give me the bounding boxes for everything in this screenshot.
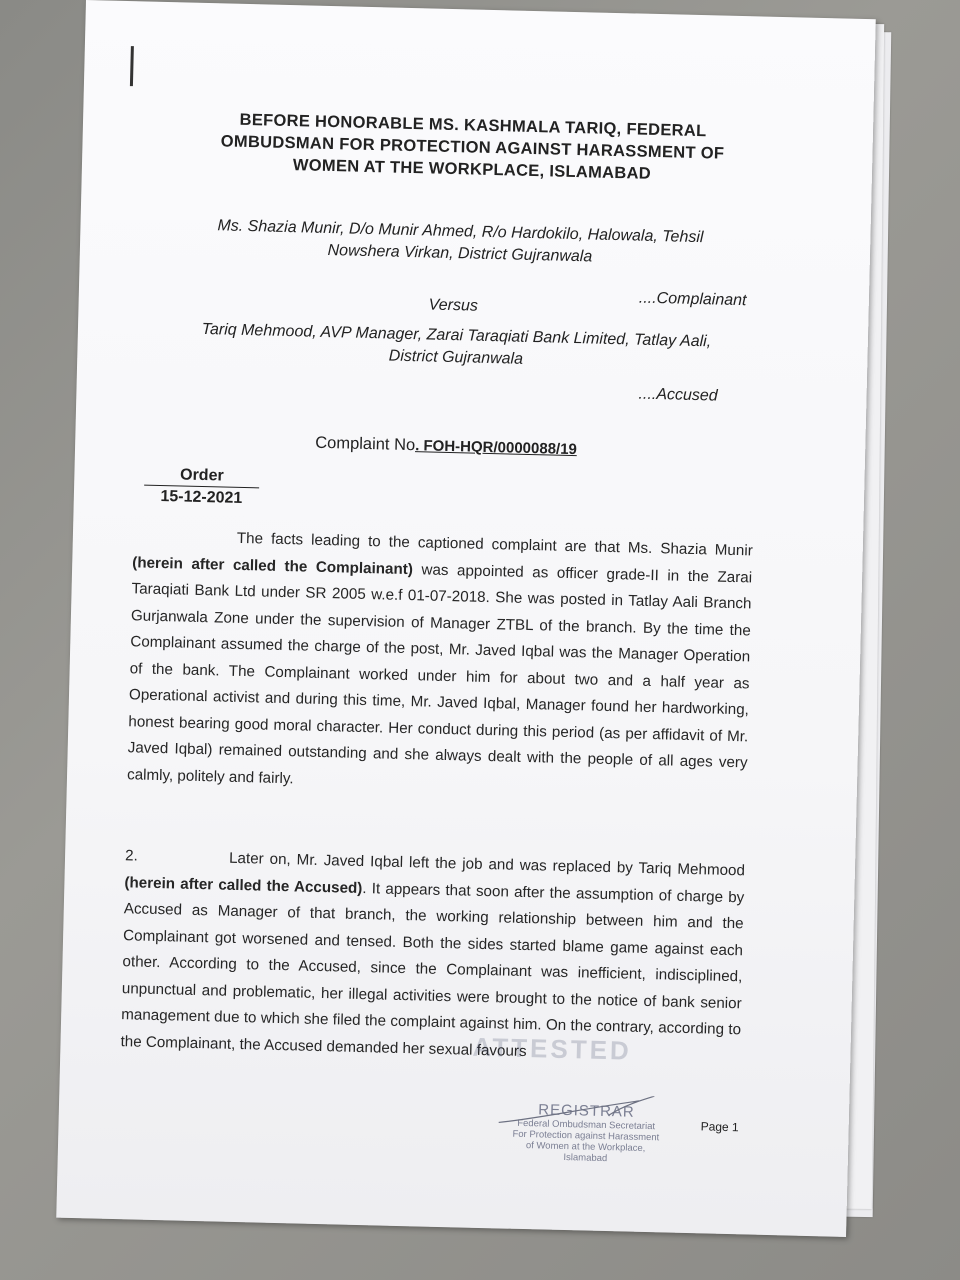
accused-role: ....Accused	[638, 385, 718, 405]
page-number: Page 1	[700, 1119, 739, 1135]
heading-line: OMBUDSMAN FOR PROTECTION AGAINST HARASSMENT OF	[220, 132, 725, 163]
para2-text-a: Later on, Mr. Javed Iqbal left the job and was replaced by Tariq Mehmood	[228, 849, 746, 880]
signature-icon	[488, 1092, 664, 1136]
complainant-line-1: Ms. Shazia Munir, D/o Munir Ahmed, R/o Hardokilo, Halowala, Tehsil	[217, 217, 704, 247]
attested-stamp: ATTESTED	[472, 1031, 633, 1066]
margin-mark	[130, 46, 134, 86]
order-date: 15-12-2021	[160, 487, 243, 507]
complainant-role: ....Complainant	[638, 289, 747, 310]
order-block	[144, 464, 260, 510]
stamp-line: Islamabad	[563, 1152, 608, 1165]
order-title: Order	[144, 464, 260, 489]
complainant-details	[180, 214, 741, 272]
complainant-line-2: Nowshera Virkan, District Gujranwala	[327, 241, 593, 266]
heading-line: WOMEN AT THE WORKPLACE, ISLAMABAD	[292, 156, 652, 183]
para2-bold: (herein after called the Accused)	[124, 873, 363, 897]
para2-number: 2.	[124, 847, 138, 865]
accused-line-2: District Gujranwala	[388, 347, 524, 368]
accused-details	[163, 318, 749, 376]
paragraph-1	[127, 523, 753, 803]
complaint-label: Complaint No	[315, 433, 416, 455]
paragraph-2	[120, 843, 745, 1070]
complaint-number	[315, 434, 577, 459]
stamp-title: REGISTRAR	[538, 1101, 635, 1121]
stamp-line: of Women at the Workplace,	[525, 1140, 646, 1155]
heading-line: BEFORE HONORABLE MS. KASHMALA TARIQ, FEDERAL	[239, 110, 707, 141]
accused-line-1: Tariq Mehmood, AVP Manager, Zarai Taraqiati Bank Limited, Tatlay Aali,	[201, 320, 712, 351]
complaint-no-value: . FOH-HQR/0000088/19	[414, 437, 578, 459]
para1-text-a: The facts leading to the captioned complaint are that Ms. Shazia Munir	[236, 529, 753, 560]
para1-text-c: was appointed as officer grade-II in the Zarai Taraqiati Bank Ltd under SR 2005 w.e.f 01-07-2018. She was posted in Tatlay Aali Branch Gurjanwala Zone under the supervision of Manager ZTBL of the branch. By the time the Complainant assumed the charge of the post, Mr. Javed Iqbal was the Manager Operation of the bank. The Complainant worked under him for about two and a half year as Operational activist and during this time, Mr. Javed Iqbal, Manager found her hardworking, honest bearing good moral character. Her conduct during this period (as per affidavit of Mr. Javed Iqbal) remained outstanding and she always dealt with the people of all ages very calmly, politely and fairly.	[126, 560, 753, 787]
para2-text-c: . It appears that soon after the assumption of charge by Accused as Manager of that branch, the working relationship between him and the Complainant got worsened and tensed. Both the sides started blame game against each other. According to the Accused, since the Complainant was inefficient, indisciplined, unpunctual and problematic, her illegal activities were brought to the notice of bank senior management due to which she filed the complaint against him. On the contrary, according to the Complainant, the Accused demanded her sexual favours	[120, 879, 745, 1060]
versus-label: Versus	[428, 296, 479, 315]
stamp-line: For Protection against Harassment	[512, 1128, 660, 1144]
para1-bold: (herein after called the Complainant)	[132, 553, 414, 578]
registrar-stamp	[498, 1100, 674, 1165]
stamp-line: Federal Ombudsman Secretariat	[517, 1117, 656, 1133]
document-page	[56, 0, 876, 1237]
court-heading	[192, 108, 753, 188]
